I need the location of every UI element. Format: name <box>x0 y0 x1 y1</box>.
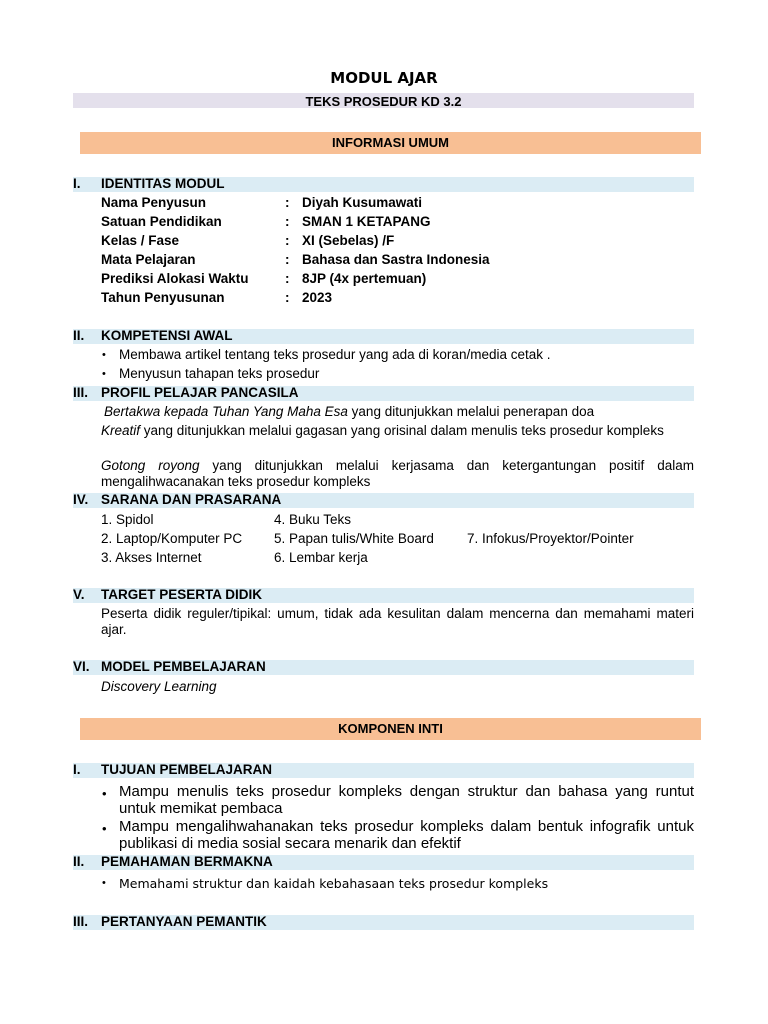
field-colon: : <box>285 214 290 229</box>
list-item: Memahami struktur dan kaidah kebahasaan teks prosedur kompleks <box>119 876 549 891</box>
profil-desc: yang ditunjukkan melalui gagasan yang orisinal dalam menulis teks prosedur kompleks <box>140 423 664 438</box>
field-label: Kelas / Fase <box>101 233 180 248</box>
section-title-target: TARGET PESERTA DIDIK <box>101 587 263 602</box>
list-item: 2. Laptop/Komputer PC <box>101 531 243 546</box>
bullet-icon: • <box>102 368 106 380</box>
list-item: Menyusun tahapan teks prosedur <box>119 366 320 381</box>
profil-term: Kreatif <box>101 423 141 438</box>
section-title-pertanyaan: PERTANYAAN PEMANTIK <box>101 914 267 929</box>
field-value: Bahasa dan Sastra Indonesia <box>302 252 490 267</box>
document-subtitle: TEKS PROSEDUR KD 3.2 <box>305 94 462 109</box>
section-title-identitas: IDENTITAS MODUL <box>101 176 225 191</box>
section-number: I. <box>73 762 81 777</box>
profil-term: Bertakwa kepada Tuhan Yang Maha Esa <box>104 404 348 419</box>
field-colon: : <box>285 195 290 210</box>
section-number: IV. <box>73 492 89 507</box>
field-value: 8JP (4x pertemuan) <box>302 271 427 286</box>
field-value: Diyah Kusumawati <box>302 195 423 210</box>
profil-paragraph <box>104 404 594 419</box>
informasi-umum-header: INFORMASI UMUM <box>332 135 449 150</box>
field-colon: : <box>285 271 290 286</box>
section-number: V. <box>73 587 85 602</box>
section-title-tujuan: TUJUAN PEMBELAJARAN <box>101 762 273 777</box>
list-item: 1. Spidol <box>101 512 154 527</box>
profil-term: Gotong royong <box>101 458 200 473</box>
section-title-model: MODEL PEMBELAJARAN <box>101 659 266 674</box>
list-item: 3. Akses Internet <box>101 550 202 565</box>
list-item: 6. Lembar kerja <box>274 550 368 565</box>
field-label: Tahun Penyusunan <box>101 290 225 305</box>
list-item: Membawa artikel tentang teks prosedur yang ada di koran/media cetak . <box>119 347 551 362</box>
bullet-icon: • <box>102 877 106 889</box>
bullet-icon: • <box>102 349 106 361</box>
field-label: Mata Pelajaran <box>101 252 196 267</box>
field-value: XI (Sebelas) /F <box>302 233 395 248</box>
section-number: II. <box>73 328 85 343</box>
field-label: Satuan Pendidikan <box>101 214 222 229</box>
field-value: 2023 <box>302 290 333 305</box>
list-item: 5. Papan tulis/White Board <box>274 531 434 546</box>
section-number: VI. <box>73 659 90 674</box>
list-item: Mampu mengalihwahanakan teks prosedur kompleks dalam bentuk infografik untuk publikasi di media sosial secara menarik dan efektif <box>119 818 694 852</box>
field-value: SMAN 1 KETAPANG <box>302 214 431 229</box>
bullet-icon: • <box>102 821 107 836</box>
field-label: Prediksi Alokasi Waktu <box>101 271 249 286</box>
target-text: Peserta didik reguler/tipikal: umum, tidak ada kesulitan dalam mencerna dan memahami materi ajar. <box>101 606 694 637</box>
section-number: II. <box>73 854 85 869</box>
profil-paragraph <box>101 423 694 439</box>
field-colon: : <box>285 290 290 305</box>
document-title: MODUL AJAR <box>330 69 438 87</box>
bullet-icon: • <box>102 786 107 801</box>
komponen-inti-header: KOMPONEN INTI <box>338 721 443 736</box>
section-title-pemahaman: PEMAHAMAN BERMAKNA <box>101 854 273 869</box>
section-title-kompetensi: KOMPETENSI AWAL <box>101 328 233 343</box>
field-label: Nama Penyusun <box>101 195 207 210</box>
list-item: Mampu menulis teks prosedur kompleks dengan struktur dan bahasa yang runtut untuk memikat pembaca <box>119 783 694 817</box>
profil-desc: yang ditunjukkan melalui penerapan doa <box>347 404 595 419</box>
field-colon: : <box>285 233 290 248</box>
list-item: 7. Infokus/Proyektor/Pointer <box>467 531 634 546</box>
section-number: I. <box>73 176 81 191</box>
section-number: III. <box>73 914 89 929</box>
section-title-sarana: SARANA DAN PRASARANA <box>101 492 282 507</box>
model-text: Discovery Learning <box>101 679 217 694</box>
section-number: III. <box>73 385 89 400</box>
profil-paragraph <box>101 458 694 490</box>
section-title-profil: PROFIL PELAJAR PANCASILA <box>101 385 299 400</box>
list-item: 4. Buku Teks <box>274 512 352 527</box>
field-colon: : <box>285 252 290 267</box>
profil-desc: yang ditunjukkan melalui kerjasama dan ketergantungan positif dalam mengalihwacanakan teks prosedur kompleks <box>101 458 694 489</box>
